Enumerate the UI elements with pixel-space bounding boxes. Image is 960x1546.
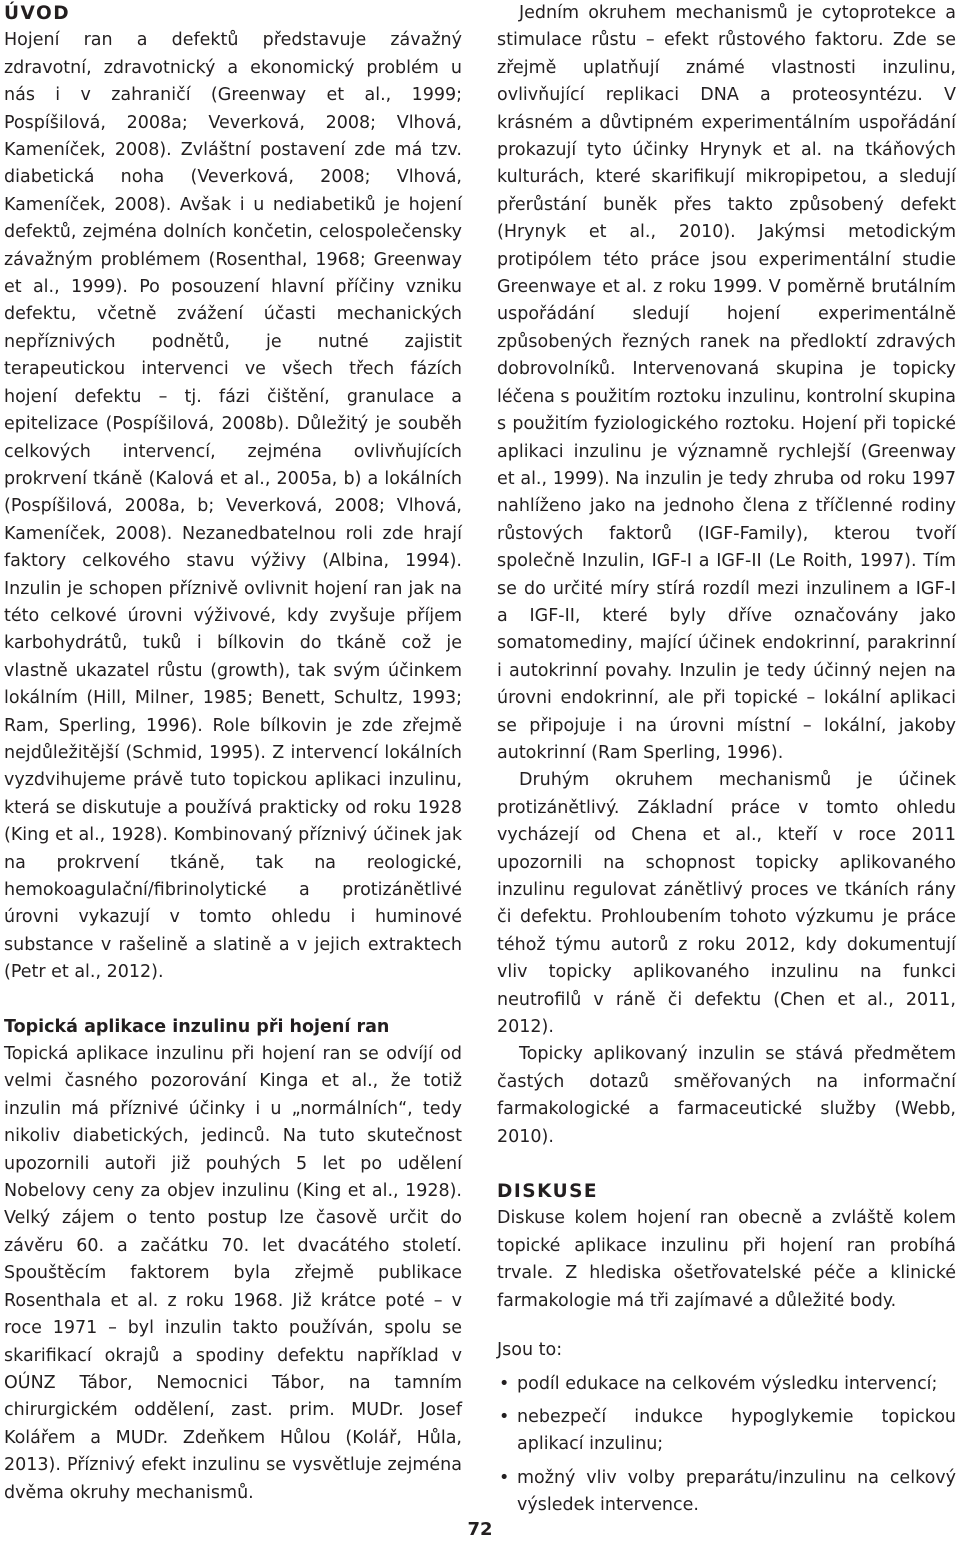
section-heading-diskuse: DISKUSE — [497, 1181, 599, 1203]
paragraph-dotazy: Topicky aplikovaný inzulin se stává předmětem častých dotazů směřovaných na informační farmakologické a farmaceutické služby (Webb, 2010). — [497, 1044, 956, 1147]
list-item: • možný vliv volby preparátu/inzulinu na celkový výsledek intervence. — [497, 1465, 956, 1520]
page-number: 72 — [467, 1519, 493, 1540]
left-column — [4, 0, 462, 1507]
list-intro: Jsou to: — [497, 1340, 563, 1361]
section-heading-uvod: ÚVOD — [4, 3, 71, 24]
paragraph-uvod: Hojení ran a defektů představuje závažný zdravotní, zdravotnický a ekonomický problém u nás i v zahraničí (Greenway et al., 1999; Pospíšilová, 2008a; Veverková, 2008; Vlhová, Kameníček, 2008). Zvláštní postavení zde má tzv. diabetická noha (Veverková, 2008; Vlhová, Kameníček, 2008). Avšak i u nediabetiků je hojení defektů, zejména dolních končetin, celospolečensky závažným problémem (Rosenthal, 1968; Greenway et al., 1999). Po posouzení hlavní příčiny vzniku defektu, včetně zvážení účasti mechanických nepříznivých podnětů, je nutné zajistit terapeutickou intervenci ve všech třech fázích hojení defektu – tj. fázi čištění, granulace a epitelizace (Pospíšilová, 2008b). Důležitý je souběh celkových intervencí, zejména ovlivňujících prokrvení tkáně (Kalová et al., 2005a, b) a lokálních (Pospíšilová, 2008a, b; Veverková, 2008; Vlhová, Kameníček, 2008). Nezanedbatelnou roli zde hrají faktory celkového stavu výživy (Albina, 1994). Inzulin je schopen příznivě ovlivnit hojení ran jak na této celkové úrovni výživové, kdy zvyšuje příjem karbohydrátů, tuků i bílkovin do tkáně což je vlastně ukazatel růstu (growth), tak svým účinkem lokálním (Hill, Milner, 1985; Benett, Schultz, 1993; Ram, Sperling, 1996). Role bílkovin je zde zřejmě nejdůležitější (Schmid, 1995). Z intervencí lokálních vyzdvihujeme právě tuto topickou aplikaci inzulinu, která se diskutuje a používá prakticky od roku 1928 (King et al., 1928). Kombinovaný příznivý účinek jak na prokrvení tkáně, tak na reologické, hemokoagulační/fibrinolytické a protizánětlivé úrovni vykazují v tomto ohledu i huminové substance v rašelině a slatině a v jejich extraktech (Petr et al., 2012). — [4, 30, 462, 983]
paragraph-protizanetlivy: Druhým okruhem mechanismů je účinek protizánětlivý. Základní práce v tomto ohledu vycházejí od Chena et al., kteří v roce 2011 upozornili na schopnost topicky aplikovaného inzulinu regulovat zánětlivý proces ve tkáních rány či defektu. Prohloubením tohoto výzkumu je práce téhož týmu autorů z roku 2012, kdy dokumentují vliv topicky aplikovaného inzulinu na funkci neutrofilů v ráně či defektu (Chen et al., 2011, 2012). — [497, 770, 956, 1038]
right-column — [497, 0, 956, 1520]
paragraph-topicka-aplikace: Topická aplikace inzulinu při hojení ran se odvíjí od velmi časného pozorování Kinga et al., že totiž inzulin má příznivé účinky i u „normálních“, tedy nikoliv diabetických, jedinců. Na tuto skutečnost upozornili autoři již pouhých 5 let po udělení Nobelovy ceny za objev inzulinu (King et al., 1928). Velký zájem o tento postup lze časově určit do závěru 60. a začátku 70. let dvacátého století. Spouštěcím faktorem byla zřejmě publikace Rosenthala et al. z roku 1968. Již krátce poté – v roce 1971 – byl inzulin takto používán, spolu se skarifikací okrajů a spodiny defektu například v OÚNZ Tábor, Nemocnici Tábor, na tamním chirurgickém oddělení, zast. prim. MUDr. Josef Kolářem a MUDr. Zdeňkem Hůlou (Kolář, Hůla, 2013). Příznivý efekt inzulinu se vysvětluje zejména dvěma okruhy mechanismů. — [4, 1044, 462, 1503]
discussion-points-list — [497, 1371, 956, 1520]
paragraph-cytoprotekce: Jedním okruhem mechanismů je cytoprotekce a stimulace růstu – efekt růstového faktoru. Zde se zřejmě uplatňují známé vlastnosti inzulinu, ovlivňující replikaci DNA a proteosyntézu. V krásném a důvtipném experimentálním uspořádání prokazují tyto účinky Hrynyk et al. na tkáňových kulturách, které skarifikují mikropipetou, a sledují přerůstání buněk přes takto způsobený defekt (Hrynyk et al., 2010). Jakýmsi metodickým protipólem této práce jsou experimentální studie Greenwaye et al. z roku 1999. V poměrně brutálním uspořádání sledují hojení experimentálně způsobených řezných ranek na předloktí zdravých dobrovolníků. Intervenovaná skupina je topicky léčena s použitím roztoku inzulinu, kontrolní skupina s použitím fyziologického roztoku. Hojení při topické aplikaci inzulinu je významně rychlejší (Greenway et al., 1999). Na inzulin je tedy zhruba od roku 1997 nahlíženo jako na jednoho člena z tříčlenné rodiny růstových faktorů (IGF-Family), kterou tvoří společně Inzulin, IGF-I a IGF-II (Le Roith, 1997). Tím se do určité míry stírá rozdíl mezi inzulinem a IGF-I a IGF-II, které byly dříve označovány jako somatomediny, mající účinek endokrinní, parakrinní i autokrinní povahy. Inzulin je tedy účinný nejen na úrovni endokrinní, ale při topické – lokální aplikaci se připojuje i na úrovni místní – lokální, jakoby autokrinní (Ram Sperling, 1996). — [497, 3, 956, 763]
list-item: • nebezpečí indukce hypoglykemie topickou aplikací inzulinu; — [497, 1404, 956, 1459]
list-item: • podíl edukace na celkovém výsledku intervencí; — [497, 1371, 956, 1398]
subsection-heading-topicka-aplikace: Topická aplikace inzulinu při hojení ran — [4, 1016, 390, 1037]
paragraph-diskuse: Diskuse kolem hojení ran obecně a zvláště kolem topické aplikace inzulinu při hojení ran probíhá trvale. Z hlediska ošetřovatelské péče a klinické farmakologie má tři zajímavé a důležité body. — [497, 1208, 956, 1311]
